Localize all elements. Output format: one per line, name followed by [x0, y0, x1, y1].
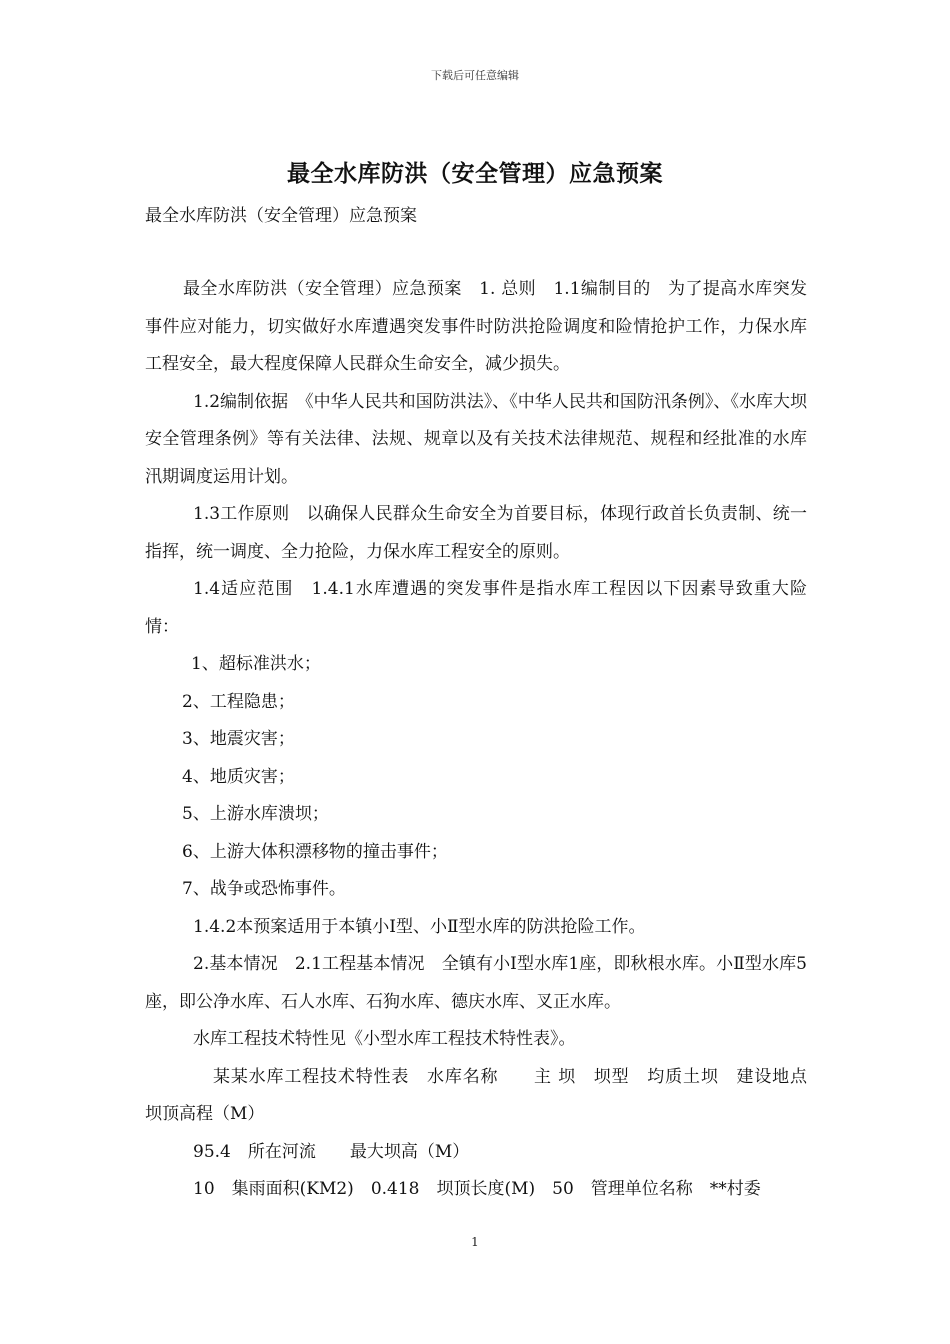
- list-item: 4、地质灾害；: [182, 766, 295, 787]
- paragraph-tech-row: 95.4 所在河流 最大坝高（M）: [193, 1141, 470, 1162]
- document-body: [145, 271, 841, 1209]
- list-item: 7、战争或恐怖事件。: [182, 879, 346, 899]
- document-subtitle: 最全水库防洪（安全管理）应急预案: [145, 206, 417, 226]
- paragraph-tech-row: 10 集雨面积(KM2) 0.418 坝顶长度(M) 50 管理单位名称 **村委: [193, 1179, 761, 1199]
- list-item: 2、工程隐患；: [182, 691, 295, 712]
- list-item: 3、地震灾害；: [182, 729, 295, 749]
- page-header: 下载后可任意编辑: [431, 69, 519, 82]
- paragraph-tech-ref: 水库工程技术特性见《小型水库工程技术特性表》。: [193, 1029, 576, 1049]
- paragraph-basic-info: 2.基本情况 2.1工程基本情况 全镇有小Ⅰ型水库1座，即秋根水库。小Ⅱ型水库5座，即公净水库、石人水库、石狗水库、德庆水库、叉正水库。: [145, 954, 807, 1012]
- list-item: 1、超标准洪水；: [191, 654, 321, 674]
- paragraph-tech-table: 某某水库工程技术特性表 水库名称 主 坝 坝型 均质土坝 建设地点 坝顶高程（M）: [145, 1066, 841, 1124]
- paragraph-principles: 1.3工作原则 以确保人民群众生命安全为首要目标，体现行政首长负责制、统一指挥，统一调度、全力抢险，力保水库工程安全的原则。: [145, 504, 807, 562]
- document-title: 最全水库防洪（安全管理）应急预案: [287, 161, 663, 187]
- page-number: 1: [471, 1235, 479, 1249]
- list-item: 6、上游大体积漂移物的撞击事件；: [182, 841, 448, 862]
- paragraph-general: 最全水库防洪（安全管理）应急预案 1. 总则 1.1编制目的 为了提高水库突发事件应对能力，切实做好水库遭遇突发事件时防洪抢险调度和险情抢护工作，力保水库工程安全，最大程度保障人民群众生命安全，减少损失。: [145, 279, 807, 374]
- paragraph-scope: 1.4适应范围 1.4.1水库遭遇的突发事件是指水库工程因以下因素导致重大险情：: [145, 579, 807, 637]
- list-item: 5、上游水库溃坝；: [182, 804, 329, 824]
- paragraph-basis: 1.2编制依据 《中华人民共和国防洪法》、《中华人民共和国防汛条例》、《水库大坝安全管理条例》等有关法律、法规、规章以及有关技术法律规范、规程和经批准的水库汛期调度运用计划。: [145, 391, 807, 487]
- paragraph-applicability: 1.4.2本预案适用于本镇小Ⅰ型、小Ⅱ型水库的防洪抢险工作。: [193, 916, 646, 937]
